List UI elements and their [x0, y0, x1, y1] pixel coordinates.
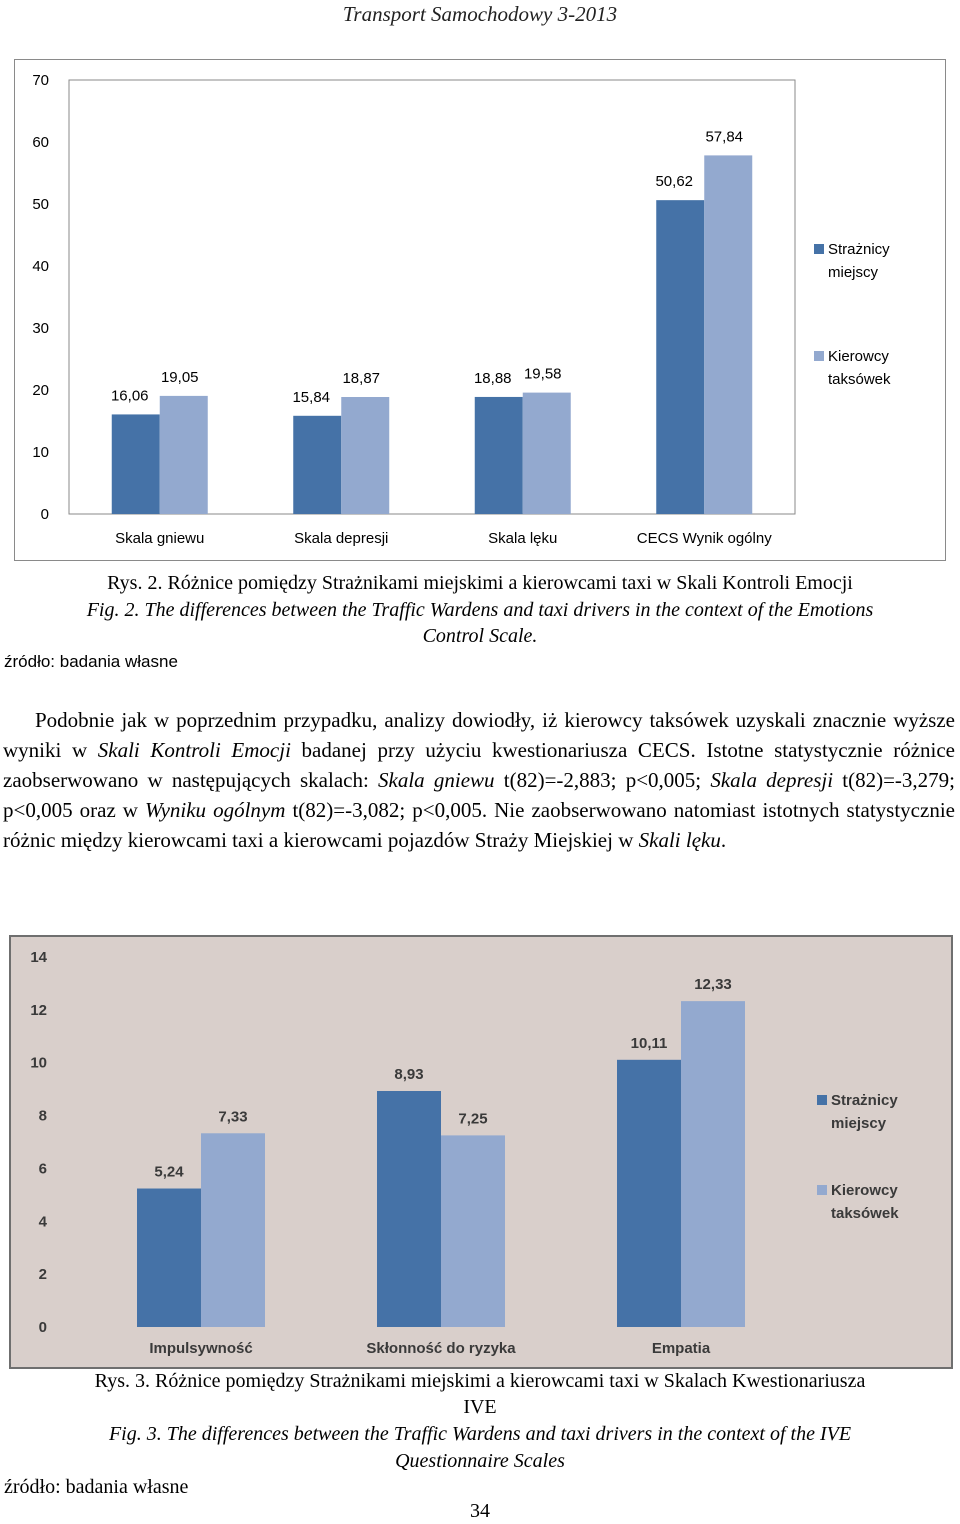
fig3-caption-pl-2: IVE [463, 1396, 497, 1418]
bar-straznicy [475, 397, 523, 514]
bar-kierowcy [441, 1135, 505, 1327]
legend-swatch [817, 1095, 827, 1105]
y-tick-label: 20 [32, 382, 49, 399]
bar-kierowcy [201, 1133, 265, 1327]
fig3-caption-pl-1: Rys. 3. Różnice pomiędzy Strażnikami miejskimi a kierowcami taxi w Skalach Kwestionariusza [94, 1370, 866, 1392]
fig2-source: źródło: badania własne [4, 652, 178, 671]
chart-emotions-control-svg [15, 60, 945, 560]
fig2-caption-en-2: Control Scale. [422, 625, 538, 647]
y-tick-label: 70 [32, 72, 49, 89]
y-tick-label: 2 [38, 1266, 47, 1284]
bar-kierowcy [681, 1001, 745, 1327]
category-label: Skala gniewu [115, 530, 205, 547]
page-number: 34 [470, 1500, 490, 1522]
legend-swatch [814, 351, 824, 361]
bar-straznicy [112, 414, 160, 514]
paragraph-part: . [720, 828, 727, 852]
category-label: Skłonność do ryzyka [366, 1340, 516, 1357]
category-label: Skala lęku [488, 530, 558, 547]
bar-kierowcy [704, 155, 752, 514]
paragraph-italic: Skala depresji [710, 768, 834, 792]
category-label: Empatia [651, 1340, 711, 1357]
y-tick-label: 10 [30, 1054, 47, 1072]
fig2-caption-en-1: Fig. 2. The differences between the Traffic Wardens and taxi drivers in the context of the Emotions [86, 599, 874, 621]
data-label: 7,25 [458, 1110, 488, 1128]
data-label: 19,05 [160, 368, 199, 386]
paragraph-part: t(82)=-2,883; p<0,005; [494, 768, 711, 792]
data-label: 5,24 [154, 1163, 184, 1181]
body-paragraph [3, 705, 955, 855]
fig3-caption-en-1: Fig. 3. The differences between the Traffic Wardens and taxi drivers in the context of the IVE [108, 1423, 852, 1445]
y-tick-label: 4 [38, 1213, 47, 1231]
paragraph-part: Podobnie jak w poprzednim przypadku, analizy dowiodły, iż kierowcy taksówek uzyskali znacznie wyższe wyniki w [3, 708, 955, 762]
legend-swatch [814, 244, 824, 254]
legend-label: Kierowcy [828, 348, 889, 365]
body-paragraph-text [3, 705, 955, 855]
data-label: 18,87 [342, 370, 381, 388]
data-label: 50,62 [655, 173, 694, 191]
legend-label: Strażnicy [828, 241, 890, 258]
y-tick-label: 0 [38, 1319, 47, 1336]
data-label: 12,33 [694, 976, 732, 994]
y-tick-label: 8 [38, 1107, 47, 1125]
y-tick-label: 50 [32, 196, 49, 213]
bar-kierowcy [160, 396, 208, 514]
bar-straznicy [137, 1189, 201, 1327]
y-tick-label: 30 [32, 320, 49, 337]
chart-ive [9, 935, 953, 1369]
legend-label: Strażnicy [831, 1092, 898, 1109]
fig2-caption-pl: Rys. 2. Różnice pomiędzy Strażnikami miejskimi a kierowcami taxi w Skali Kontroli Emocji [107, 572, 853, 594]
paragraph-part: t(82)=-3,082; p<0,005. Nie zaobserwowano natomiast istotnych statystycznie różnic między kierowcami taxi a kierowcami pojazdów Straży Miejskiej w [3, 798, 955, 852]
data-label: 8,93 [394, 1065, 424, 1083]
chart-ive-svg [11, 937, 951, 1367]
y-tick-label: 12 [30, 1001, 47, 1019]
journal-header: Transport Samochodowy 3-2013 [342, 2, 618, 26]
bar-straznicy [656, 200, 704, 514]
bar-straznicy [617, 1060, 681, 1327]
y-tick-label: 6 [38, 1160, 47, 1178]
legend-label: miejscy [828, 264, 879, 281]
paragraph-part: badanej przy użyciu kwestionariusza CECS. Istotne statystycznie różnice zaobserwowano w następujących skalach: [3, 738, 955, 792]
data-label: 57,84 [705, 128, 744, 146]
data-label: 15,84 [292, 388, 331, 406]
data-label: 19,58 [523, 365, 562, 383]
data-label: 18,88 [473, 369, 512, 387]
chart-emotions-control [14, 59, 946, 561]
y-tick-label: 40 [32, 258, 49, 275]
fig3-source: źródło: badania własne [4, 1476, 189, 1498]
paragraph-italic: Skali Kontroli Emocji [97, 738, 291, 762]
category-label: CECS Wynik ogólny [636, 530, 772, 547]
paragraph-italic: Skali lęku [638, 828, 721, 852]
bar-kierowcy [523, 393, 571, 514]
y-tick-label: 14 [30, 949, 47, 966]
bar-straznicy [377, 1091, 441, 1327]
data-label: 7,33 [218, 1108, 248, 1126]
legend-label: taksówek [828, 371, 891, 388]
category-label: Skala depresji [294, 530, 389, 547]
y-tick-label: 60 [32, 134, 49, 151]
paragraph-italic: Wyniku ogólnym [145, 798, 286, 822]
legend-swatch [817, 1185, 827, 1195]
paragraph-italic: Skala gniewu [378, 768, 495, 792]
data-label: 16,06 [110, 387, 149, 405]
legend-label: Kierowcy [831, 1182, 898, 1199]
paragraph-part: t(82)=-3,279; p<0,005 oraz w [3, 768, 956, 822]
y-tick-label: 0 [40, 506, 49, 523]
data-label: 10,11 [630, 1034, 668, 1052]
bar-kierowcy [341, 397, 389, 514]
bar-straznicy [293, 416, 341, 514]
category-label: Impulsywność [149, 1340, 253, 1357]
fig3-caption-en-2: Questionnaire Scales [395, 1450, 565, 1472]
y-tick-label: 10 [32, 444, 49, 461]
legend-label: taksówek [831, 1205, 899, 1222]
legend-label: miejscy [831, 1115, 887, 1132]
